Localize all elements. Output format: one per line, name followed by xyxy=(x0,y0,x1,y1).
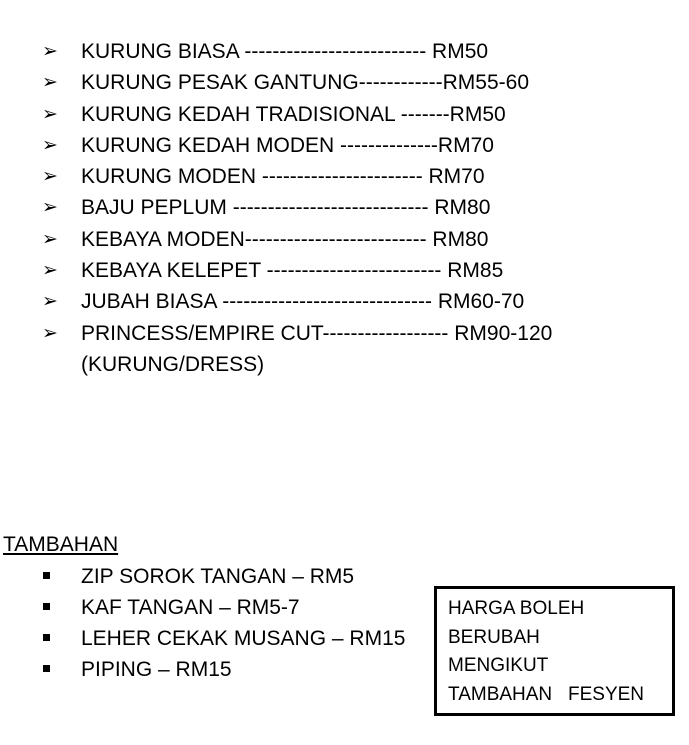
price-item xyxy=(0,130,552,161)
price-item xyxy=(0,99,552,130)
price-item xyxy=(0,318,552,381)
price-item xyxy=(0,255,552,286)
extra-item-text: ZIP SOROK TANGAN – RM5 xyxy=(81,565,355,588)
arrowhead-bullet-icon: ➢ xyxy=(42,72,58,94)
note-line: MENGIKUT xyxy=(448,655,549,676)
extra-item xyxy=(0,561,405,592)
price-item xyxy=(0,192,552,223)
price-item-text: KURUNG KEDAH TRADISIONAL -------RM50 xyxy=(81,102,506,126)
extra-item xyxy=(0,592,405,623)
square-bullet-icon xyxy=(43,665,50,672)
note-line: HARGA BOLEH xyxy=(448,598,585,619)
price-item-text: KEBAYA MODEN-------------------------- RM80 xyxy=(81,227,489,251)
arrowhead-bullet-icon: ➢ xyxy=(42,41,58,62)
square-bullet-icon xyxy=(43,572,50,579)
price-item xyxy=(0,224,552,255)
price-item-text: BAJU PEPLUM ---------------------------- RM80 xyxy=(81,196,491,220)
arrowhead-bullet-icon: ➢ xyxy=(42,228,58,250)
arrowhead-bullet-icon: ➢ xyxy=(42,260,58,282)
price-item-text: KEBAYA KELEPET ------------------------- RM85 xyxy=(81,259,504,283)
extra-item xyxy=(0,654,405,685)
square-bullet-icon xyxy=(43,634,50,641)
extras-heading: TAMBAHAN xyxy=(3,533,119,556)
price-item xyxy=(0,286,552,317)
price-item-subtext: (KURUNG/DRESS) xyxy=(81,352,265,376)
price-item-text: JUBAH BIASA ------------------------------ RM60-70 xyxy=(81,290,525,314)
arrowhead-bullet-icon: ➢ xyxy=(42,197,58,219)
price-item-text: KURUNG MODEN ----------------------- RM70 xyxy=(81,165,485,189)
arrowhead-bullet-icon: ➢ xyxy=(42,103,58,125)
extra-item-text: PIPING – RM15 xyxy=(81,658,232,681)
price-item-text: PRINCESS/EMPIRE CUT------------------ RM90-120 xyxy=(81,321,553,345)
square-bullet-icon xyxy=(43,603,50,610)
price-list xyxy=(0,36,552,380)
extra-item xyxy=(0,623,405,654)
note-line: TAMBAHAN FESYEN xyxy=(448,683,645,705)
arrowhead-bullet-icon: ➢ xyxy=(42,134,58,156)
arrowhead-bullet-icon: ➢ xyxy=(42,291,58,313)
price-item-text: KURUNG KEDAH MODEN --------------RM70 xyxy=(81,133,494,157)
extras-list xyxy=(0,561,405,685)
price-item xyxy=(0,161,552,192)
price-item-text: KURUNG BIASA -------------------------- RM50 xyxy=(81,40,489,63)
price-note-box xyxy=(434,586,675,716)
price-item xyxy=(0,36,552,67)
price-item xyxy=(0,67,552,98)
extra-item-text: KAF TANGAN – RM5-7 xyxy=(81,596,300,619)
arrowhead-bullet-icon: ➢ xyxy=(42,322,58,344)
note-line: BERUBAH xyxy=(448,626,540,648)
arrowhead-bullet-icon: ➢ xyxy=(42,166,58,188)
price-item-text: KURUNG PESAK GANTUNG------------RM55-60 xyxy=(81,71,529,95)
extra-item-text: LEHER CEKAK MUSANG – RM15 xyxy=(81,627,406,650)
